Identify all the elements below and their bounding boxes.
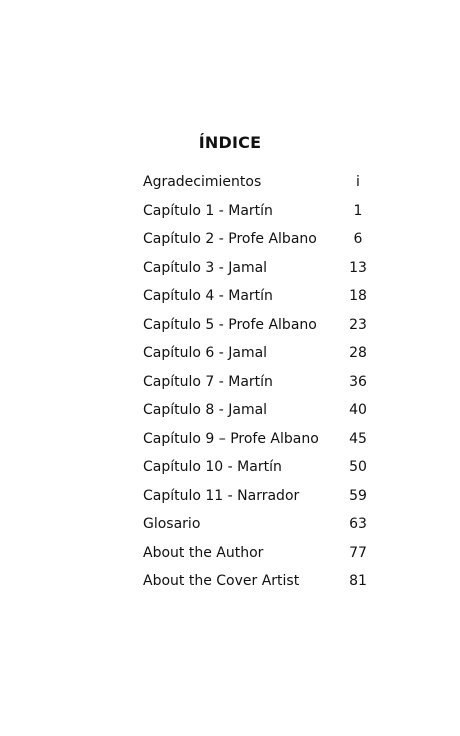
toc-entry-page: 50 xyxy=(349,459,367,475)
toc-entry-label: Capítulo 8 - Jamal xyxy=(143,402,268,418)
toc-entry-page: 77 xyxy=(349,544,367,561)
toc-entry-chapter-1 xyxy=(143,197,369,226)
toc-entry-page: 45 xyxy=(349,430,367,447)
toc-entry-page: 81 xyxy=(349,573,367,589)
toc-entry-chapter-3 xyxy=(143,254,369,283)
toc-entry-chapter-11 xyxy=(143,482,369,511)
index-title: ÍNDICE xyxy=(198,133,262,152)
toc-entry-glossary xyxy=(143,510,369,539)
toc-entry-label: Capítulo 9 – Profe Albano xyxy=(143,430,319,447)
toc-entry-label: Capítulo 5 - Profe Albano xyxy=(143,316,317,333)
toc-entry-page: 59 xyxy=(349,487,367,504)
table-of-contents xyxy=(143,168,369,596)
toc-entry-acknowledgements xyxy=(143,168,369,197)
toc-entry-chapter-5 xyxy=(143,311,369,340)
toc-entry-page: 23 xyxy=(349,316,367,333)
toc-entry-chapter-8 xyxy=(143,396,369,425)
toc-entry-page: 1 xyxy=(353,202,363,219)
toc-entry-page: 63 xyxy=(349,516,367,532)
toc-entry-label: Capítulo 10 - Martín xyxy=(143,459,282,475)
toc-entry-label: Capítulo 6 - Jamal xyxy=(143,345,268,361)
toc-entry-label: Capítulo 1 - Martín xyxy=(143,202,273,219)
toc-entry-about-cover-artist xyxy=(143,567,369,596)
toc-entry-page: 28 xyxy=(349,345,367,361)
toc-entry-label: Capítulo 4 - Martín xyxy=(143,288,273,304)
toc-entry-label: Capítulo 11 - Narrador xyxy=(143,487,300,504)
toc-entry-page: 40 xyxy=(349,402,367,418)
toc-entry-page: i xyxy=(356,174,360,190)
toc-entry-label: About the Author xyxy=(143,544,264,561)
toc-entry-label: Capítulo 7 - Martín xyxy=(143,373,273,390)
toc-entry-page: 6 xyxy=(353,231,363,247)
toc-entry-label: About the Cover Artist xyxy=(143,573,300,589)
toc-entry-chapter-10 xyxy=(143,453,369,482)
toc-entry-chapter-4 xyxy=(143,282,369,311)
toc-entry-label: Capítulo 2 - Profe Albano xyxy=(143,231,317,247)
toc-entry-label: Glosario xyxy=(143,516,201,532)
toc-entry-chapter-7 xyxy=(143,368,369,397)
toc-entry-page: 36 xyxy=(349,373,367,390)
toc-entry-chapter-6 xyxy=(143,339,369,368)
toc-entry-chapter-9 xyxy=(143,425,369,454)
toc-entry-label: Agradecimientos xyxy=(143,174,262,190)
toc-entry-about-author xyxy=(143,539,369,568)
toc-entry-label: Capítulo 3 - Jamal xyxy=(143,259,268,276)
toc-entry-chapter-2 xyxy=(143,225,369,254)
toc-entry-page: 13 xyxy=(349,259,367,276)
toc-entry-page: 18 xyxy=(349,288,367,304)
